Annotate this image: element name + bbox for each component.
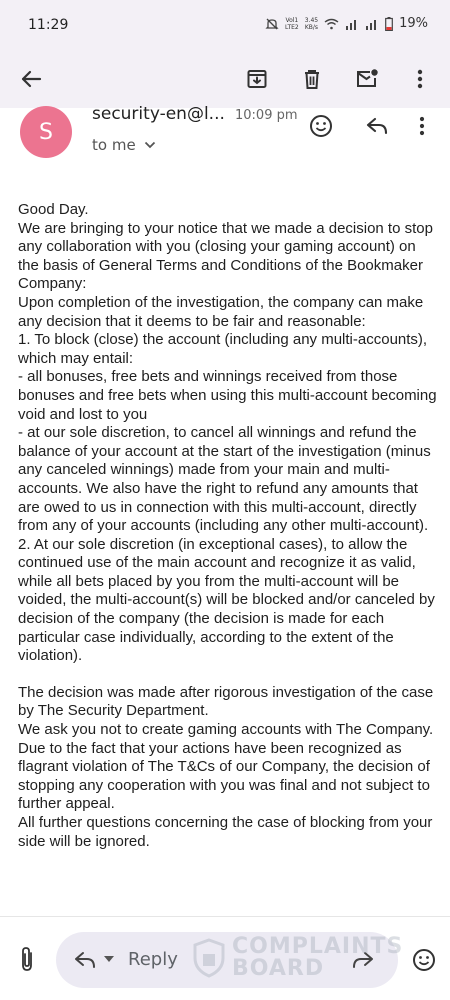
chevron-down-icon	[144, 141, 156, 149]
sender-address[interactable]: security-en@l...	[92, 104, 225, 124]
status-indicators	[265, 16, 428, 31]
more-vertical-icon	[417, 69, 423, 89]
mail-unread-icon	[355, 68, 379, 90]
watermark-text: BOARD	[232, 956, 325, 981]
more-vertical-icon	[419, 116, 425, 136]
body-paragraph: Good Day. We are bringing to your notice that we made a decision to stop any collaboration with you (closing your gaming account) on the basis of General Terms and Conditions of the Bookmaker Company: Upon completion of the investigation, the company can make any decision that it deems to be fair and reasonable: 1. To block (close) the account (including any multi-accounts), which may entail: - all bonuses, free bets and winnings received from those bonuses and free bets when using this multi-account becoming void and lost to you - at our sole discretion, to cancel all winnings and refund the balance of your account at the start of the investigation (minus any canceled winnings) made from your main and multi-accounts. We also have the right to refund any amounts that are owed to us in connection with this multi-account, directly from any of your accounts (including any other multi-account). 2. At our sole discretion (in exceptional cases), to allow the continued use of the main account and recognize it as valid, while all bets placed by you from the multi-account will be voided, the multi-account(s) will be blocked and/or canceled by decision of the company (the decision is made for each particular case individually, according to the extent of the violation).	[18, 201, 437, 665]
mute-icon	[265, 17, 279, 31]
status-bar	[0, 0, 450, 50]
speed-unit: KB/s	[304, 23, 319, 31]
archive-button[interactable]	[240, 62, 274, 96]
forward-button[interactable]	[348, 945, 378, 975]
reply-button[interactable]	[70, 945, 100, 975]
battery-icon	[385, 17, 393, 31]
attachment-icon	[19, 946, 35, 972]
speed-value: 3.45	[304, 16, 319, 24]
signal-icon	[345, 18, 359, 30]
signal-icon	[365, 18, 379, 30]
emoji-icon	[412, 948, 436, 972]
caret-down-icon[interactable]	[102, 952, 116, 966]
recipient-details[interactable]	[92, 136, 156, 154]
body-paragraph: The decision was made after rigorous investigation of the case by The Security Department. We ask you not to create gaming accounts with The Company. Due to the fact that your actions have been recognized as flagrant violation of The T&Cs of our Company, the decision of stopping any cooperation with you was final and not subject to further appeal. All further questions concerning the case of blocking from your side will be ignored.	[18, 683, 434, 850]
reply-bar[interactable]	[56, 932, 398, 988]
add-reaction-button[interactable]	[306, 111, 336, 141]
delete-button[interactable]	[295, 62, 329, 96]
reply-icon	[366, 117, 388, 135]
network-top-label: Vol1	[285, 16, 299, 24]
mark-unread-button[interactable]	[350, 62, 384, 96]
reply-button[interactable]	[362, 111, 392, 141]
recipient-label: to me	[92, 136, 136, 154]
emoji-icon	[309, 114, 333, 138]
network-type	[285, 17, 299, 31]
battery-level: 19%	[399, 16, 428, 31]
network-bottom-label: LTE2	[284, 23, 299, 31]
emoji-reaction-button[interactable]	[408, 944, 440, 976]
attach-button[interactable]	[12, 944, 42, 974]
network-speed	[305, 17, 318, 31]
watermark-text: COMPLAINTS	[232, 934, 404, 959]
avatar-letter: S	[39, 119, 53, 145]
message-body	[18, 201, 438, 851]
archive-icon	[246, 68, 268, 90]
arrow-back-icon	[20, 68, 42, 90]
divider	[0, 916, 450, 917]
forward-icon	[352, 951, 374, 969]
sender-avatar[interactable]	[20, 106, 72, 158]
back-button[interactable]	[14, 62, 48, 96]
reply-icon	[74, 951, 96, 969]
more-options-button[interactable]	[403, 62, 437, 96]
top-toolbar	[0, 50, 450, 108]
message-more-button[interactable]	[410, 111, 434, 141]
wifi-icon	[324, 18, 339, 30]
status-time: 11:29	[28, 17, 69, 33]
trash-icon	[301, 68, 323, 90]
message-time: 10:09 pm	[235, 108, 298, 123]
reply-label: Reply	[128, 949, 178, 970]
